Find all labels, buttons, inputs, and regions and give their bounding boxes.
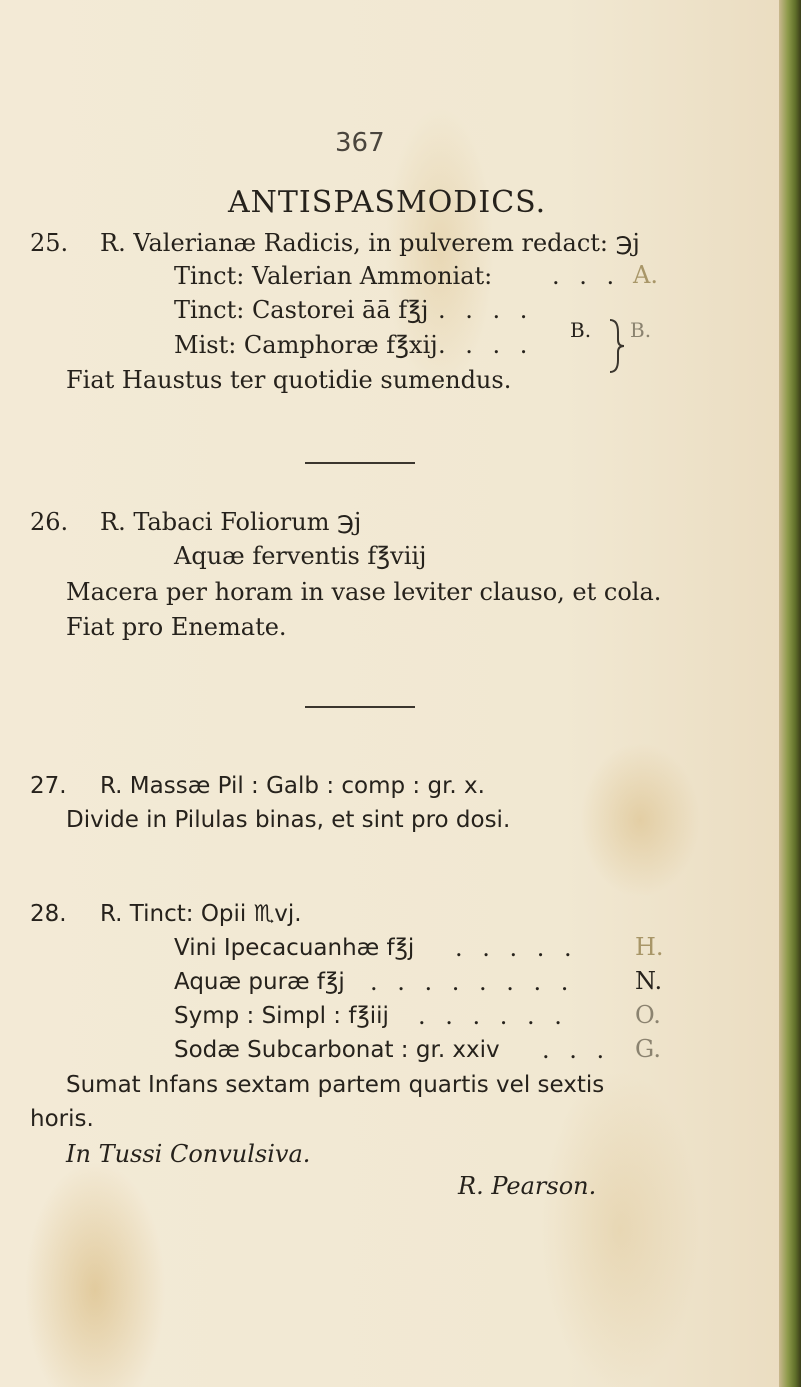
recipe-28-line-5 bbox=[174, 1035, 500, 1065]
recipe-28-line-7 bbox=[30, 1104, 94, 1134]
recipe-text: horis. bbox=[30, 1106, 94, 1132]
prescriber-mark: G. bbox=[635, 1035, 661, 1063]
recipe-text: Tinct: Castorei āā f℥j bbox=[174, 296, 429, 324]
recipe-25-line-2 bbox=[174, 261, 492, 291]
recipe-number: 28. bbox=[30, 901, 67, 927]
recipe-text: Macera per horam in vase leviter clauso, et cola. bbox=[66, 578, 662, 606]
recipe-text: R. Tinct: Opii ♏vj. bbox=[100, 901, 302, 927]
brace-icon bbox=[608, 318, 626, 374]
recipe-text: Fiat Haustus ter quotidie sumendus. bbox=[66, 366, 512, 394]
recipe-text: In Tussi Convulsiva. bbox=[66, 1140, 311, 1168]
leader-dots: . . . bbox=[552, 262, 621, 290]
recipe-27-line-1 bbox=[30, 771, 485, 801]
leader-dots: . . . . . bbox=[455, 934, 578, 962]
recipe-25-line-3 bbox=[174, 295, 428, 325]
section-divider bbox=[305, 462, 415, 464]
page-number: 367 bbox=[335, 128, 385, 158]
signature: R. Pearson. bbox=[458, 1172, 597, 1200]
leader-dots: . . . . . . bbox=[418, 1002, 568, 1030]
recipe-text: Vini Ipecacuanhæ f℥j bbox=[174, 935, 415, 961]
recipe-text: Mist: Camphoræ f℥xij bbox=[174, 331, 438, 359]
recipe-text: Sumat Infans sextam partem quartis vel sextis bbox=[66, 1072, 605, 1098]
prescriber-mark: B. bbox=[630, 318, 652, 342]
recipe-25-line-5 bbox=[66, 365, 511, 395]
recipe-28-line-1 bbox=[30, 899, 302, 929]
recipe-27-line-2 bbox=[66, 805, 510, 835]
recipe-25-line-1 bbox=[30, 228, 640, 258]
indication-note bbox=[66, 1139, 310, 1169]
recipe-text: R. Massæ Pil : Galb : comp : gr. x. bbox=[100, 773, 485, 799]
recipe-text: Tinct: Valerian Ammoniat: bbox=[174, 262, 493, 290]
recipe-text: Divide in Pilulas binas, et sint pro dosi. bbox=[66, 807, 511, 833]
recipe-text: R. Tabaci Foliorum ℈j bbox=[100, 508, 362, 536]
recipe-28-line-2 bbox=[174, 933, 414, 963]
page-edge bbox=[779, 0, 801, 1387]
recipe-26-line-1 bbox=[30, 507, 361, 537]
recipe-number: 27. bbox=[30, 773, 67, 799]
leader-dots: . . . bbox=[542, 1036, 611, 1064]
page-title: ANTISPASMODICS. bbox=[228, 185, 547, 220]
recipe-number: 26. bbox=[30, 508, 69, 536]
prescriber-mark: B. bbox=[570, 318, 592, 342]
recipe-text: Symp : Simpl : f℥iij bbox=[174, 1003, 389, 1029]
leader-dots: . . . . bbox=[438, 331, 534, 359]
recipe-26-line-2 bbox=[174, 541, 426, 571]
recipe-text: Aquæ puræ f℥j bbox=[174, 969, 345, 995]
prescriber-mark: O. bbox=[635, 1001, 661, 1029]
recipe-text: Aquæ ferventis f℥viij bbox=[174, 542, 427, 570]
recipe-28-line-3 bbox=[174, 967, 345, 997]
prescriber-mark: N. bbox=[635, 967, 663, 995]
recipe-text: Fiat pro Enemate. bbox=[66, 613, 287, 641]
recipe-text: R. Valerianæ Radicis, in pulverem redact: ℈j bbox=[100, 229, 640, 257]
recipe-28-line-4 bbox=[174, 1001, 389, 1031]
recipe-text: Sodæ Subcarbonat : gr. xxiv bbox=[174, 1037, 500, 1063]
recipe-26-line-4 bbox=[66, 612, 287, 642]
recipe-28-line-6 bbox=[66, 1070, 604, 1100]
prescriber-mark: A. bbox=[633, 261, 658, 289]
prescriber-mark: H. bbox=[635, 933, 664, 961]
recipe-25-line-4 bbox=[174, 330, 438, 360]
leader-dots: . . . . . . . . bbox=[370, 968, 575, 996]
recipe-26-line-3 bbox=[66, 577, 661, 607]
leader-dots: . . . . bbox=[438, 296, 534, 324]
section-divider bbox=[305, 706, 415, 708]
recipe-number: 25. bbox=[30, 229, 69, 257]
